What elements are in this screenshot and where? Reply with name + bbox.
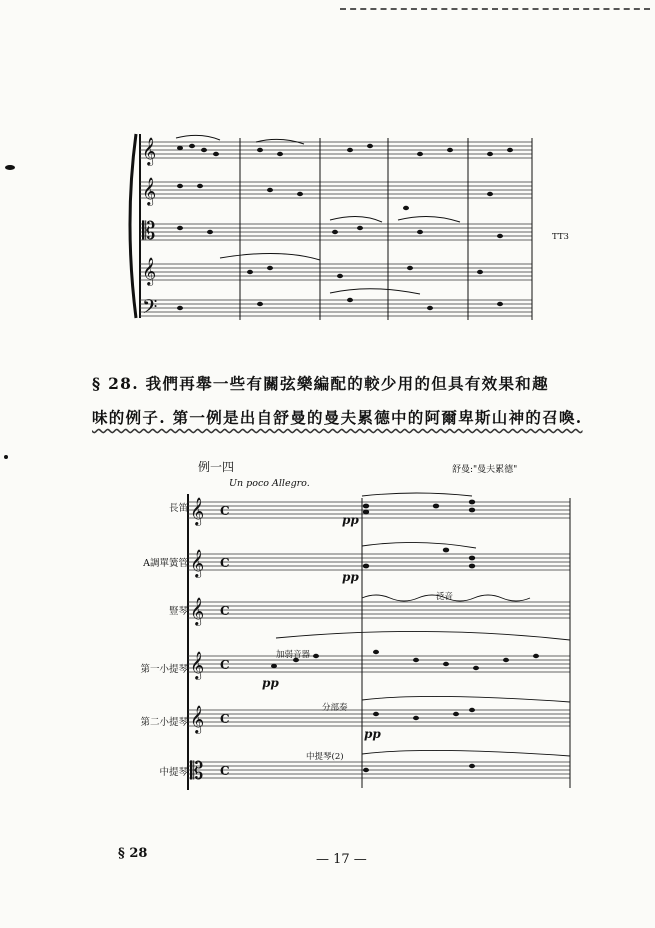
annotation-harmonics: 泛音 xyxy=(436,592,454,602)
annotation-tt3: TT3 xyxy=(552,232,569,242)
instrument-label-viola: 中提琴 xyxy=(159,767,188,778)
annotation-con-sordino: 加弱音器 xyxy=(276,650,311,660)
dynamic-mark-flute: pp xyxy=(342,513,359,527)
svg-text:𝄞: 𝄞 xyxy=(142,257,157,285)
dynamic-mark-clarinet: pp xyxy=(342,570,359,584)
svg-text:C: C xyxy=(220,764,230,778)
annotation-divisi: 分部奏 xyxy=(322,703,348,713)
page-number: — 17 — xyxy=(316,852,367,867)
svg-text:𝄞: 𝄞 xyxy=(190,705,205,733)
svg-text:𝄞: 𝄞 xyxy=(190,549,205,577)
instrument-label-violin-1: 第一小提琴 xyxy=(140,664,188,675)
instrument-label-harp: 豎琴 xyxy=(168,606,188,617)
svg-text:𝄢: 𝄢 xyxy=(142,295,158,323)
upper-score-system xyxy=(120,128,560,328)
svg-text:𝄞: 𝄞 xyxy=(142,137,157,165)
svg-text:C: C xyxy=(220,504,230,518)
svg-text:C: C xyxy=(220,556,230,570)
annotation-viola-2: 中提琴(2) xyxy=(306,752,344,762)
svg-text:C: C xyxy=(220,658,230,672)
instrument-label-flute: 長笛 xyxy=(168,503,188,514)
svg-text:𝄞: 𝄞 xyxy=(190,597,205,625)
footer-section-mark: § 28 xyxy=(118,846,148,861)
instrument-label-clarinet: A調單簧管 xyxy=(143,558,188,569)
svg-text:𝄡: 𝄡 xyxy=(190,757,204,785)
example-source: 舒曼:"曼夫累德" xyxy=(452,465,518,475)
scan-speck xyxy=(4,455,8,459)
svg-text:𝄞: 𝄞 xyxy=(190,651,205,679)
paragraph-line-2: 味的例子. 第一例是出自舒曼的曼夫累德中的阿爾卑斯山神的召喚. xyxy=(92,408,583,427)
scan-speck xyxy=(5,165,15,170)
svg-text:C: C xyxy=(220,712,230,726)
example-label: 例一四 xyxy=(198,460,235,474)
svg-text:𝄡: 𝄡 xyxy=(142,217,156,245)
svg-text:C: C xyxy=(220,604,230,618)
top-dashed-rule xyxy=(340,8,650,10)
dynamic-mark-violin-1: pp xyxy=(262,676,279,690)
instrument-label-violin-2: 第二小提琴 xyxy=(140,717,188,728)
lower-score-system xyxy=(176,488,576,798)
paragraph-line-1: § 28. 我們再舉一些有關弦樂編配的較少用的但具有效果和趣 xyxy=(92,374,549,393)
body-paragraph xyxy=(92,367,597,435)
svg-text:𝄞: 𝄞 xyxy=(142,177,157,205)
svg-text:𝄞: 𝄞 xyxy=(190,497,205,525)
dynamic-mark-violin-2: pp xyxy=(364,727,381,741)
tempo-marking: Un poco Allegro. xyxy=(229,478,310,489)
